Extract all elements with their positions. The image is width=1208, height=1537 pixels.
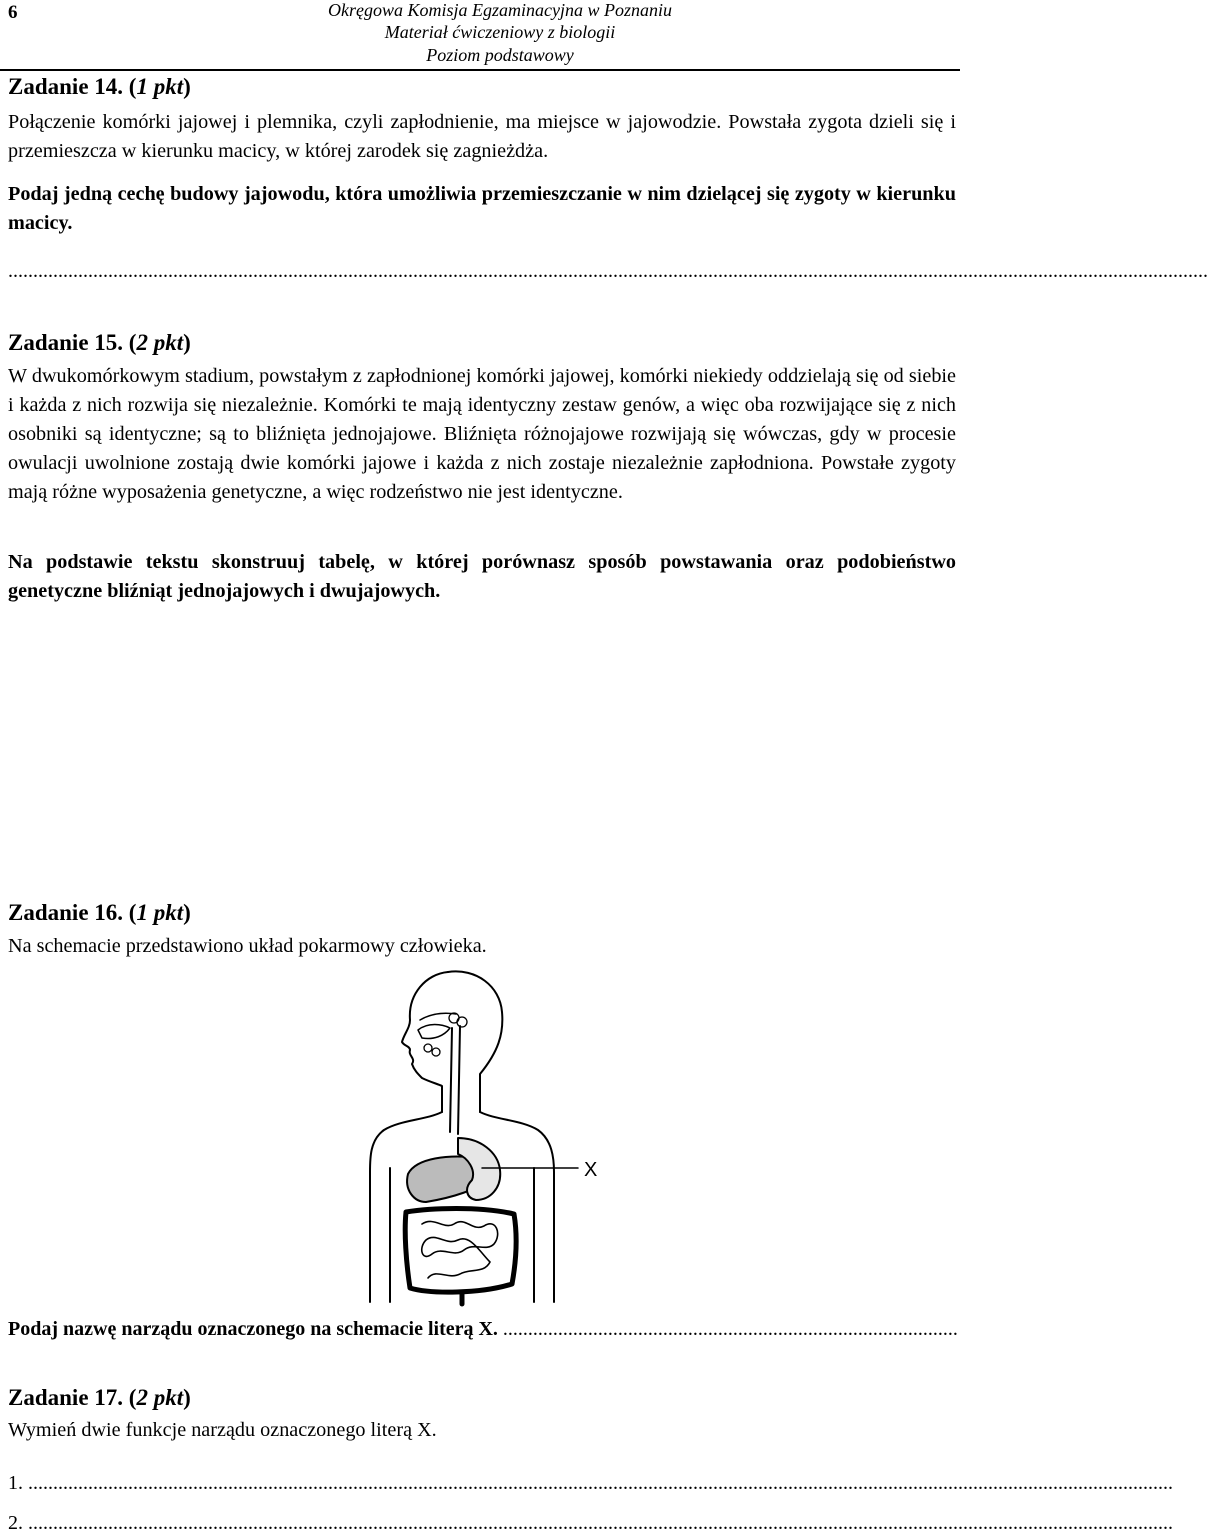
task-16-answer-dots[interactable]: ...........................................................................................	[497, 1318, 958, 1340]
task-17-text: Wymień dwie funkcje narządu oznaczonego literą X.	[8, 1419, 437, 1441]
small-intestine	[422, 1221, 498, 1278]
page-number: 6	[8, 2, 18, 23]
esophagus	[450, 1026, 460, 1134]
header-line-3: Poziom podstawowy	[426, 45, 574, 65]
head-back	[448, 971, 502, 1112]
task-17-answer-1[interactable]: 1. .....................................................................................................................................................................................................................................	[8, 1472, 1173, 1494]
task-16-title: Zadanie 16. (1 pkt)	[8, 900, 191, 925]
task-17-answer-2[interactable]: 2. .....................................................................................................................................................................................................................................	[8, 1512, 1173, 1534]
task-14-question: Podaj jedną cechę budowy jajowodu, która umożliwia przemieszczanie w nim dzielącej się zygoty w kierunku macicy.	[8, 183, 956, 234]
task-16-question: Podaj nazwę narządu oznaczonego na schemacie literą X. ...........................................................................................	[8, 1318, 958, 1340]
task-15-answer-area[interactable]	[8, 620, 956, 890]
task-15-text: W dwukomórkowym stadium, powstałym z zapłodnionej komórki jajowej, komórki niekiedy oddzielają się od siebie i każda z nich rozwija się niezależnie. Komórki te mają identyczny zestaw genów, a więc oba rozwijające się z nich osobniki są identyczne; są to bliźnięta jednojajowe. Bliźnięta różnojajowe rozwijają się wówczas, gdy w procesie owulacji uwolnione zostają dwie komórki jajowe i każda z nich zostaje niezależnie zapłodniona. Powstałe zygoty mają różne wyposażenia genetyczne, a więc rodzeństwo nie jest identyczne.	[8, 365, 956, 503]
header-rule	[0, 69, 960, 71]
figure-label-x: X	[584, 1159, 598, 1181]
task-15-question: Na podstawie tekstu skonstruuj tabelę, w której porównasz sposób powstawania oraz podobieństwo genetyczne bliźniąt jednojajowych i dwujajowych.	[8, 551, 956, 602]
task-17-title: Zadanie 17. (2 pkt)	[8, 1385, 191, 1410]
task-14-title: Zadanie 14. (1 pkt)	[8, 74, 191, 99]
task-15-title: Zadanie 15. (2 pkt)	[8, 330, 191, 355]
task-14-text: Połączenie komórki jajowej i plemnika, czyli zapłodnienie, ma miejsce w jajowodzie. Powstała zygota dzieli się i przemieszcza w kierunku macicy, w której zarodek się zagnieżdża.	[8, 111, 956, 162]
header-line-1: Okręgowa Komisja Egzaminacyjna w Poznaniu	[328, 0, 672, 20]
page-header	[0, 0, 960, 72]
header-line-2: Materiał ćwiczeniowy z biologii	[384, 22, 616, 42]
digestive-system-figure	[330, 962, 630, 1304]
task-14-answer-line[interactable]: ................................................................................................................................................................................................................................................	[8, 260, 1208, 282]
task-16-text: Na schemacie przedstawiono układ pokarmowy człowieka.	[8, 935, 487, 957]
salivary-glands	[418, 1025, 450, 1039]
head-outline	[402, 972, 448, 1112]
